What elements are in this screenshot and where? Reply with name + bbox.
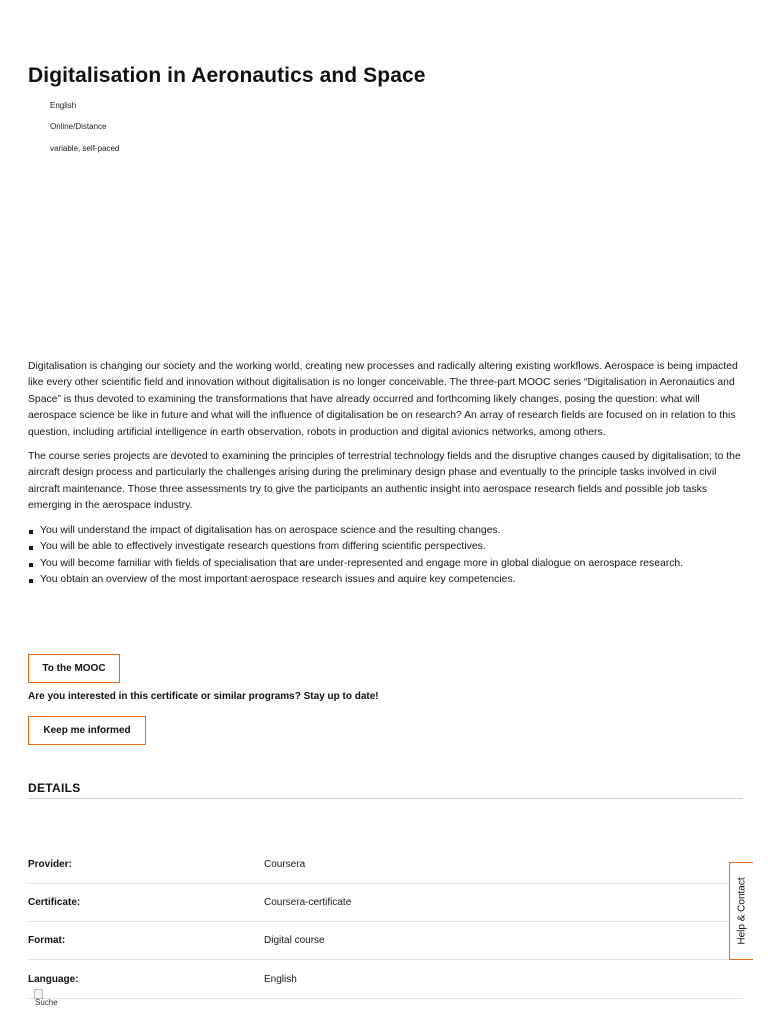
- to-the-mooc-button[interactable]: To the MOOC: [28, 654, 120, 683]
- description-paragraph: Digitalisation is changing our society and the working world, creating new processes and radically altering existing workflows. Aerospace is being impacted like every other scientific field and innovation without digitalisation is no longer conceivable. The three-part MOOC series “Digitalisation in Aeronautics and Space” is thus devoted to examining the transformations that have already occurred and forthcoming likely changes, posing the question: what will aerospace science be like in future and what will the influence of digitalisation be on research? An array of research fields are focused on in relation to this question, including artificial intelligence in earth observation, robots in production and digital avionics networks, among others.: [28, 361, 738, 438]
- divider: [28, 798, 743, 799]
- details-value: Coursera-certificate: [264, 897, 352, 908]
- learning-outcomes-list: [28, 523, 746, 589]
- details-row-certificate: [28, 883, 743, 922]
- help-contact-tab[interactable]: [729, 862, 753, 960]
- list-item: You will become familiar with fields of specialisation that are under-represented and engage more in global dialogue on aerospace research.: [28, 556, 746, 573]
- course-description: [28, 359, 746, 589]
- page-title: Digitalisation in Aeronautics and Space: [28, 64, 426, 87]
- list-item: You will understand the impact of digitalisation has on aerospace science and the resulting changes.: [28, 523, 746, 540]
- interest-prompt: Are you interested in this certificate or similar programs? Stay up to date!: [28, 691, 379, 702]
- keep-me-informed-button[interactable]: Keep me informed: [28, 716, 146, 745]
- details-label: Certificate:: [28, 897, 81, 908]
- meta-duration: variable, self-paced: [50, 144, 120, 153]
- details-label: Language:: [28, 974, 79, 985]
- details-row-provider: [28, 845, 743, 884]
- list-item: You obtain an overview of the most important aerospace research issues and aquire key competencies.: [28, 572, 746, 589]
- details-label: Format:: [28, 935, 66, 946]
- search-image-alt: Suche: [35, 998, 58, 1007]
- details-row-language: [28, 960, 743, 999]
- details-row-format: [28, 921, 743, 960]
- help-contact-label: Help & Contact: [736, 877, 747, 945]
- list-item: You will be able to effectively investigate research questions from differing scientific perspectives.: [28, 539, 746, 556]
- search-button[interactable]: [34, 989, 62, 1011]
- details-heading: DETAILS: [28, 781, 81, 795]
- details-value: Digital course: [264, 935, 325, 946]
- details-label: Provider:: [28, 859, 72, 870]
- details-value: Coursera: [264, 859, 306, 870]
- description-paragraph: The course series projects are devoted to examining the principles of terrestrial technology fields and the disruptive changes caused by digitalisation; to the aircraft design process and particularly the challenges arising during the preliminary design phase and eventually to the principle tasks involved in civil aircraft maintenance. Those three assessments try to give the participants an authentic insight into aerospace research fields and possible job tasks emerging in the aerospace industry.: [28, 451, 741, 512]
- details-value: English: [264, 974, 297, 985]
- meta-language: English: [50, 101, 77, 110]
- meta-mode: Online/Distance: [50, 122, 107, 131]
